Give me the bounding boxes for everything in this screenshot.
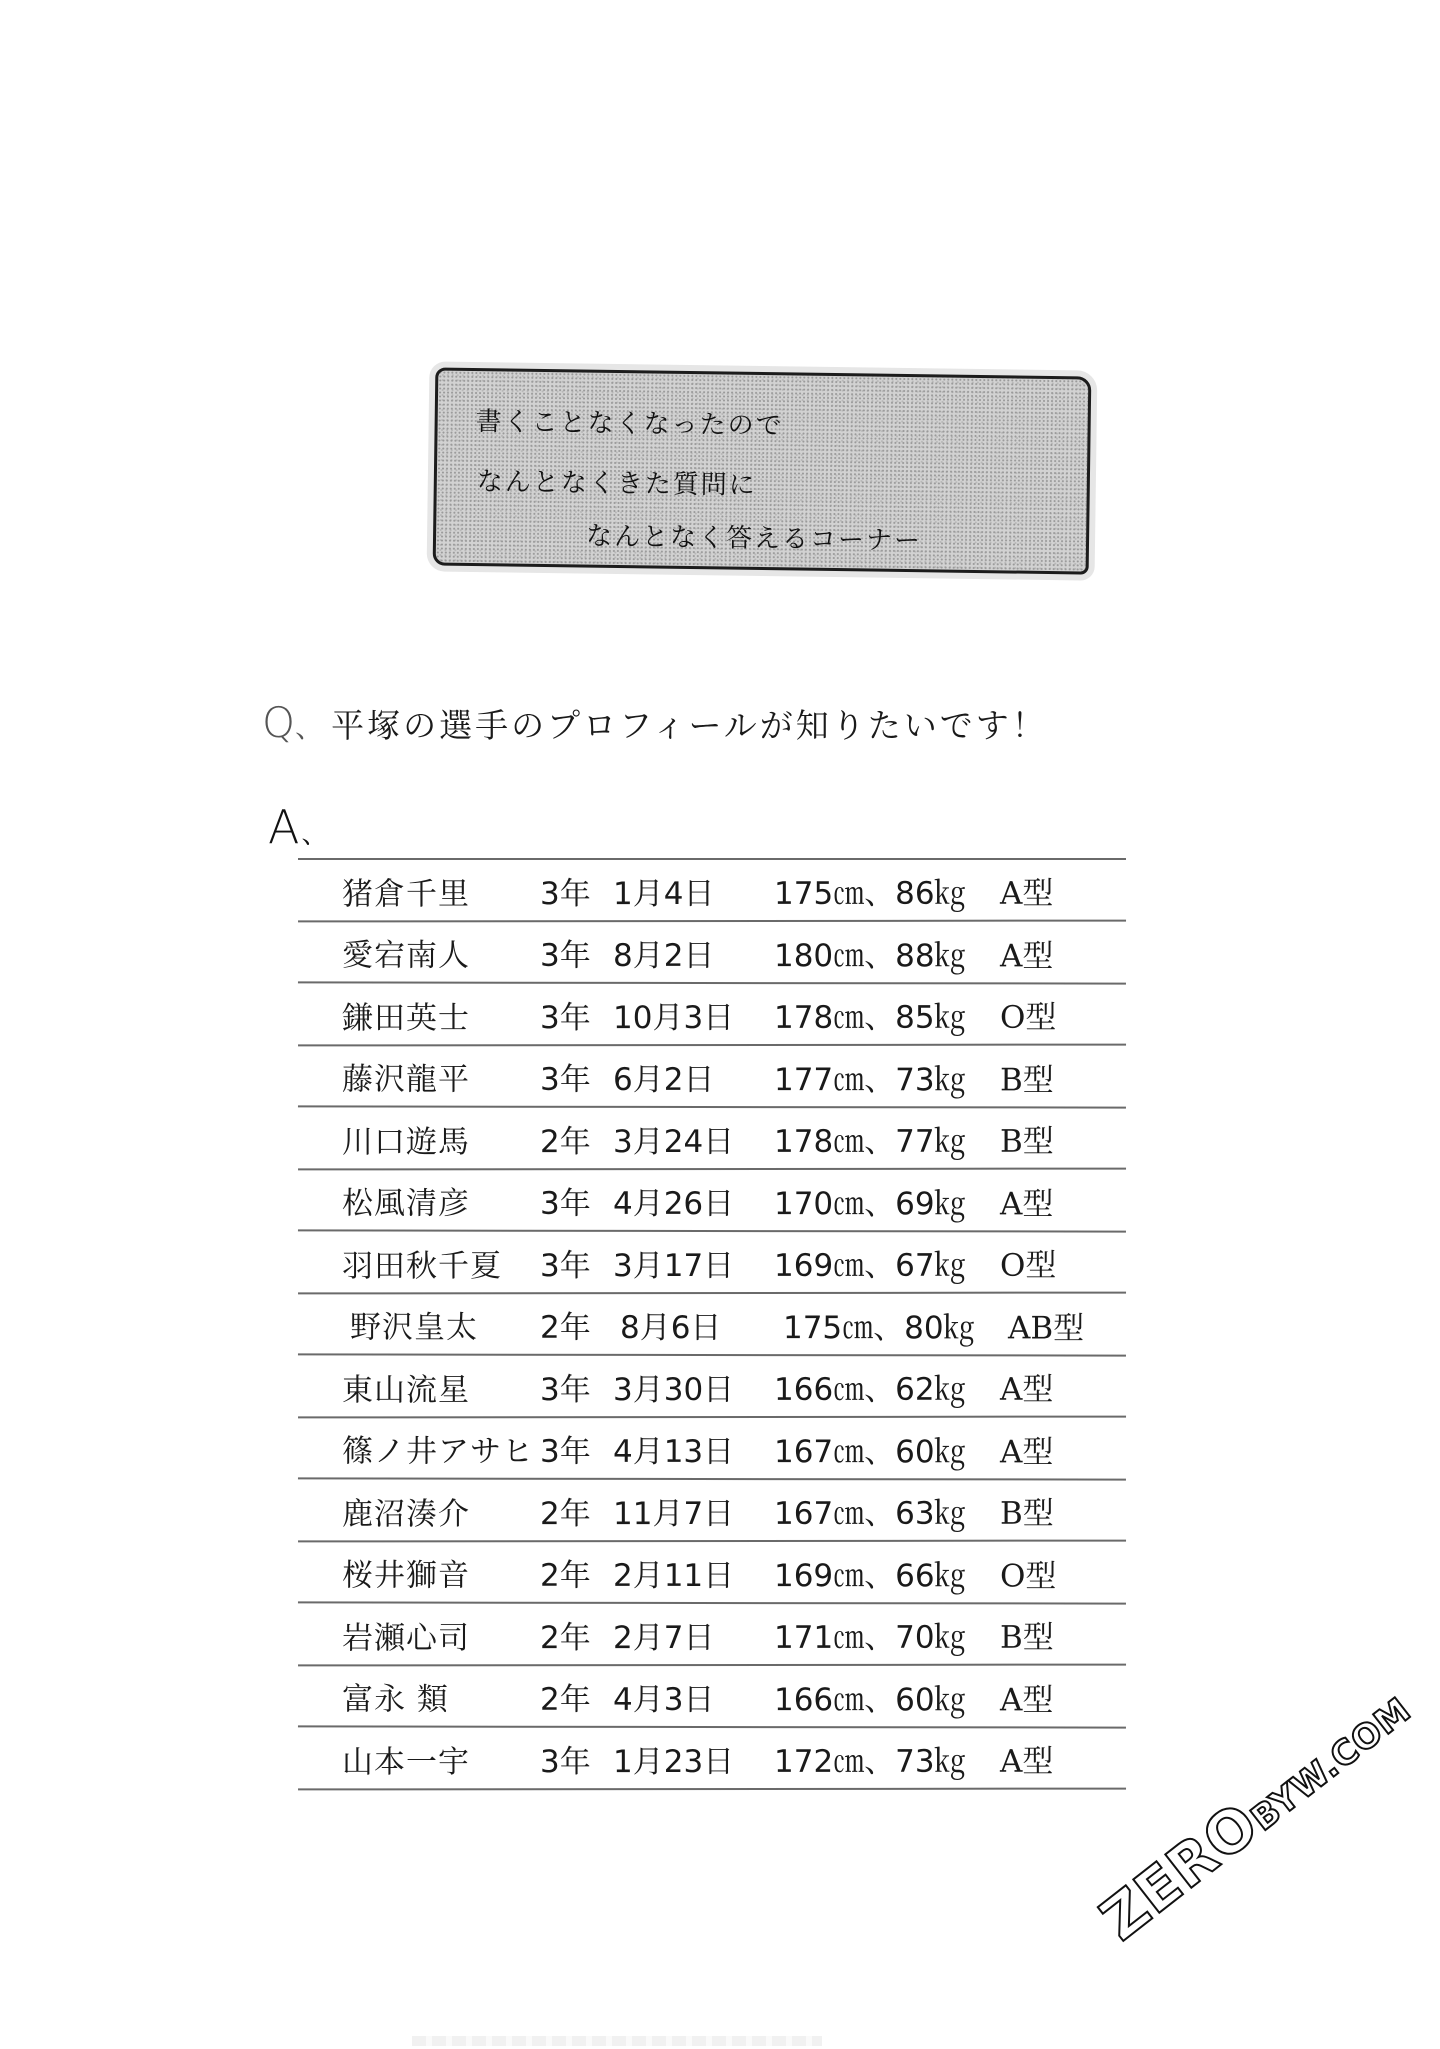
player-blood-type: A型: [999, 1743, 1054, 1780]
player-birthday: 3月17日: [612, 1247, 735, 1284]
profile-row: [298, 1169, 1126, 1232]
player-blood-type: A型: [999, 937, 1054, 974]
player-height-weight: 178㎝、77㎏: [773, 1123, 966, 1160]
player-name: 鎌田英士: [341, 999, 471, 1036]
player-grade: 2年: [539, 1557, 591, 1594]
player-height-weight: 166㎝、60㎏: [773, 1681, 966, 1718]
player-blood-type: A型: [999, 1681, 1054, 1718]
player-birthday: 6月2日: [612, 1061, 715, 1098]
player-name: 愛宕南人: [341, 936, 471, 974]
player-blood-type: A型: [999, 1433, 1054, 1470]
profile-row: [298, 860, 1126, 923]
profile-table: [298, 858, 1126, 1790]
player-grade: 2年: [539, 1681, 591, 1718]
profile-row: [298, 1232, 1126, 1295]
player-name: 桜井獅音: [341, 1556, 471, 1594]
player-blood-type: A型: [999, 875, 1054, 912]
player-birthday: 4月26日: [612, 1185, 735, 1222]
player-name: 松風清彦: [341, 1184, 471, 1222]
player-birthday: 10月3日: [612, 999, 735, 1036]
player-height-weight: 169㎝、66㎏: [773, 1557, 966, 1594]
player-grade: 2年: [539, 1309, 591, 1346]
player-blood-type: A型: [999, 1185, 1054, 1222]
player-birthday: 3月24日: [612, 1123, 735, 1160]
question: [262, 698, 1048, 747]
player-name: 野沢皇太: [349, 1308, 479, 1346]
player-name: 鹿沼湊介: [341, 1495, 471, 1532]
profile-row: [298, 1293, 1126, 1356]
player-name: 富永 類: [341, 1680, 449, 1718]
profile-row: [298, 1541, 1126, 1604]
player-birthday: 4月13日: [612, 1433, 735, 1470]
player-grade: 3年: [539, 875, 591, 912]
player-grade: 3年: [539, 1061, 591, 1098]
player-birthday: 2月11日: [612, 1557, 735, 1594]
profile-row: [298, 1665, 1126, 1728]
player-birthday: 1月4日: [612, 875, 715, 912]
corner-title-line-2: なんとなくきた質問に: [476, 467, 758, 501]
player-grade: 3年: [539, 999, 591, 1036]
player-height-weight: 178㎝、85㎏: [773, 999, 966, 1036]
player-height-weight: 167㎝、60㎏: [773, 1433, 966, 1470]
watermark-domain: BYW.COM: [1243, 1689, 1419, 1840]
player-blood-type: B型: [999, 1123, 1054, 1160]
watermark: [1088, 1672, 1422, 1954]
player-grade: 2年: [539, 1123, 591, 1160]
player-grade: 2年: [539, 1619, 591, 1656]
question-mark: Q: [262, 698, 296, 747]
player-birthday: 2月7日: [612, 1619, 715, 1656]
player-blood-type: O型: [999, 999, 1057, 1036]
player-name: 猪倉千里: [341, 875, 471, 912]
player-height-weight: 172㎝、73㎏: [773, 1743, 966, 1780]
corner-title-line-1: 書くことなくなったので: [475, 406, 784, 442]
player-grade: 3年: [539, 1247, 591, 1284]
player-grade: 3年: [539, 1743, 591, 1780]
profile-row: [298, 921, 1126, 984]
player-name: 岩瀬心司: [341, 1619, 471, 1656]
player-birthday: 8月6日: [619, 1309, 722, 1346]
player-name: 川口遊馬: [341, 1123, 471, 1160]
player-name: 山本一宇: [341, 1743, 471, 1780]
player-height-weight: 166㎝、62㎏: [773, 1371, 966, 1408]
player-name: 藤沢龍平: [341, 1060, 471, 1098]
player-height-weight: 177㎝、73㎏: [773, 1061, 966, 1098]
profile-row: [298, 1604, 1126, 1667]
player-blood-type: B型: [999, 1061, 1054, 1098]
player-birthday: 4月3日: [612, 1681, 715, 1718]
player-grade: 3年: [539, 1185, 591, 1222]
player-height-weight: 180㎝、88㎏: [773, 937, 966, 974]
player-height-weight: 167㎝、63㎏: [773, 1495, 966, 1532]
player-blood-type: B型: [999, 1495, 1054, 1532]
player-blood-type: B型: [999, 1619, 1054, 1656]
player-name: 篠ノ井アサヒ: [341, 1432, 535, 1470]
player-height-weight: 175㎝、86㎏: [773, 875, 966, 912]
faint-bottom-band: [412, 2036, 822, 2046]
player-name: 東山流星: [341, 1371, 471, 1408]
profile-row: [298, 1045, 1126, 1108]
player-grade: 3年: [539, 937, 591, 974]
player-grade: 3年: [539, 1433, 591, 1470]
player-birthday: 1月23日: [612, 1743, 735, 1780]
profile-row: [298, 1356, 1126, 1419]
profile-row: [298, 1108, 1126, 1171]
player-blood-type: O型: [999, 1247, 1057, 1284]
player-birthday: 3月30日: [612, 1371, 735, 1408]
corner-title-box: [433, 367, 1092, 574]
player-blood-type: A型: [999, 1371, 1054, 1408]
player-height-weight: 171㎝、70㎏: [773, 1619, 966, 1656]
answer-mark: [268, 800, 327, 854]
player-birthday: 11月7日: [612, 1495, 735, 1532]
player-birthday: 8月2日: [612, 937, 715, 974]
question-separator: 、: [295, 711, 324, 744]
watermark-main: ZERO: [1088, 1789, 1272, 1954]
profile-row: [298, 1728, 1126, 1791]
answer-separator: 、: [301, 820, 328, 850]
corner-title-line-3: なんとなく答えるコーナー: [585, 521, 923, 557]
player-height-weight: 169㎝、67㎏: [773, 1247, 966, 1284]
profile-row: [298, 984, 1126, 1047]
answer-letter: A: [268, 800, 300, 854]
player-height-weight: 170㎝、69㎏: [773, 1185, 966, 1222]
profile-row: [298, 1417, 1126, 1480]
player-name: 羽田秋千夏: [341, 1247, 503, 1284]
player-grade: 3年: [539, 1371, 591, 1408]
player-blood-type: AB型: [1007, 1309, 1085, 1347]
player-blood-type: O型: [999, 1557, 1057, 1594]
profile-row: [298, 1480, 1126, 1543]
player-grade: 2年: [539, 1495, 591, 1532]
player-height-weight: 175㎝、80㎏: [782, 1309, 975, 1346]
question-text: 平塚の選手のプロフィールが知りたいです！: [331, 706, 1048, 745]
